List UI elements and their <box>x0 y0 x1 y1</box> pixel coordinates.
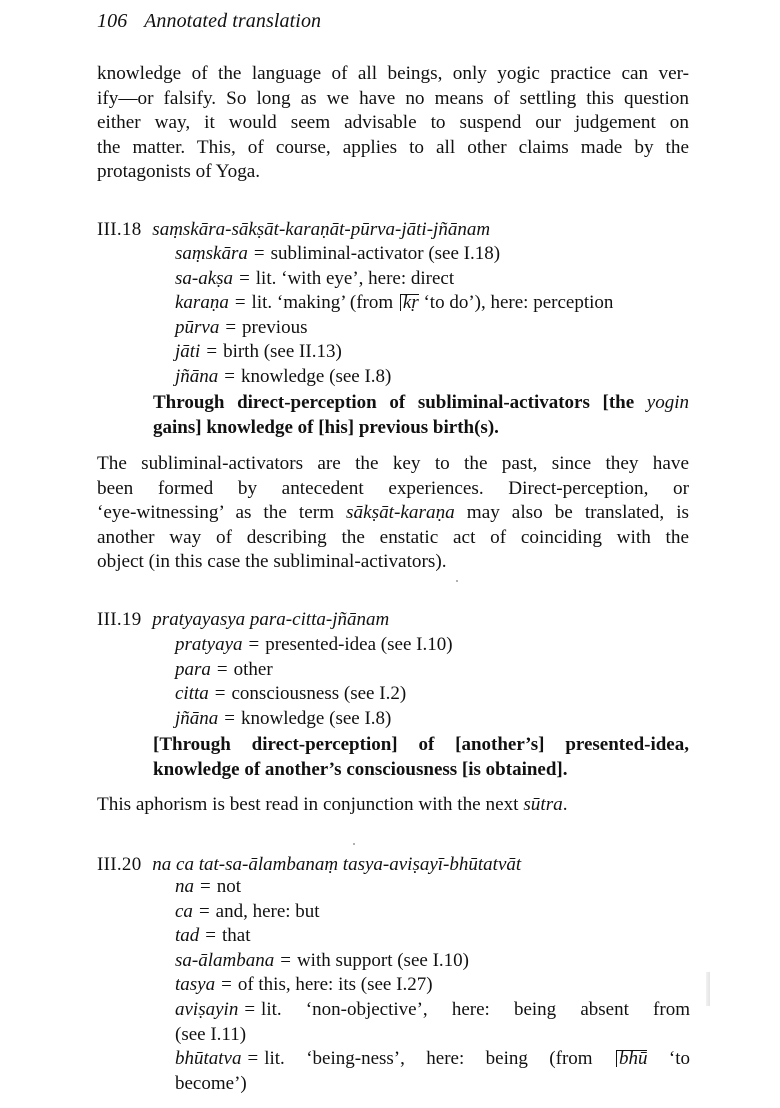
gloss-meaning: ‘to <box>647 1048 691 1070</box>
equals-sign: = <box>234 292 246 314</box>
text-line: knowledge of the language of all beings, only yogic practice can ver- <box>97 63 689 84</box>
intro-paragraph <box>97 62 689 185</box>
gloss-list-iii-20 <box>175 875 690 1096</box>
gloss-row <box>175 998 690 1023</box>
print-speck <box>456 580 458 582</box>
gloss-row <box>175 242 613 267</box>
gloss-row-continuation <box>175 1023 690 1048</box>
gloss-meaning: knowledge (see I.8) <box>241 707 392 729</box>
gloss-row <box>175 316 613 341</box>
equals-sign: = <box>253 243 265 264</box>
gloss-term: para <box>175 658 211 680</box>
gloss-row <box>175 267 613 292</box>
translation-line: knowledge of another’s consciousness [is obtained]. <box>153 759 568 780</box>
gloss-row <box>175 291 613 316</box>
gloss-row <box>175 973 690 998</box>
equals-sign: = <box>247 1048 259 1070</box>
gloss-term: jāti <box>175 341 201 363</box>
sutra-heading-iii-20 <box>97 853 521 877</box>
root-sign-icon: kṛ <box>400 294 419 311</box>
gloss-meaning: knowledge (see I.8) <box>241 365 392 387</box>
gloss-row <box>175 900 690 925</box>
text-line: the matter. This, of course, applies to all other claims made by the <box>97 136 689 158</box>
page-number: 106 <box>97 10 128 32</box>
sutra-number: III.19 <box>97 609 142 630</box>
text-line: another way of describing the enstatic act of coinciding with the <box>97 526 689 548</box>
translation-iii-18 <box>153 390 689 440</box>
text-line <box>97 501 689 526</box>
text-span: This aphorism is best read in conjunction with the next <box>97 794 524 815</box>
gloss-term: saṃskāra <box>175 243 248 264</box>
sutra-number: III.20 <box>97 854 142 875</box>
equals-sign: = <box>224 707 235 729</box>
sutra-sanskrit: saṃskāra-sākṣāt-karaṇāt-pūrva-jāti-jñānam <box>152 219 491 240</box>
equals-sign: = <box>280 949 291 971</box>
equals-sign: = <box>221 974 232 996</box>
gloss-row <box>175 924 690 949</box>
translation-italic: yogin <box>646 392 689 413</box>
sutra-sanskrit: pratyayasya para-citta-jñānam <box>152 609 390 630</box>
gloss-meaning: subliminal-activator (see I.18) <box>270 243 501 264</box>
text-line: object (in this case the subliminal-activators). <box>97 551 447 573</box>
gloss-meaning: consciousness (see I.2) <box>231 683 407 705</box>
text-line: either way, it would seem advisable to suspend our judgement on <box>97 112 689 134</box>
gloss-meaning: become’) <box>175 1072 247 1094</box>
text-line: protagonists of Yoga. <box>97 161 261 183</box>
gloss-row <box>175 658 453 683</box>
gloss-row <box>175 682 453 707</box>
gloss-term: sa-akṣa <box>175 267 234 289</box>
sutra-heading-iii-18 <box>97 218 490 242</box>
translation-text: Through direct-perception of subliminal-activators [the <box>153 392 647 413</box>
gloss-term: sa-ālambana <box>175 949 275 971</box>
equals-sign: = <box>206 341 218 363</box>
gloss-term: aviṣayin <box>175 998 239 1020</box>
gloss-term: citta <box>175 683 209 705</box>
root-sign-icon: bhū <box>616 1050 648 1067</box>
gloss-meaning: previous <box>242 316 308 338</box>
text-italic: sūtra <box>523 794 563 815</box>
equals-sign: = <box>225 316 237 338</box>
text-line: been formed by antecedent experiences. Direct-perception, or <box>97 477 689 499</box>
equals-sign: = <box>216 658 228 680</box>
gloss-meaning: lit. ‘being-ness’, here: being (from <box>264 1048 614 1070</box>
chapter-title: Annotated translation <box>144 10 322 32</box>
gloss-row <box>175 875 690 900</box>
gloss-meaning: birth (see II.13) <box>223 341 342 363</box>
gloss-term: bhūtatva <box>175 1048 242 1070</box>
translation-line: gains] knowledge of [his] previous birth(s). <box>153 417 499 438</box>
gloss-row <box>175 365 613 390</box>
text-span: ‘eye-witnessing’ as the term <box>97 502 347 524</box>
gloss-term: pratyaya <box>175 634 243 655</box>
gloss-meaning: other <box>233 658 273 680</box>
gloss-meaning: lit. ‘making’ (from <box>251 292 398 314</box>
gloss-row <box>175 340 613 365</box>
running-head <box>97 10 321 33</box>
gloss-list-iii-18 <box>175 242 613 390</box>
equals-sign: = <box>248 634 260 655</box>
gloss-meaning: (see I.11) <box>175 1023 247 1045</box>
text-italic: sākṣāt-karaṇa <box>346 502 455 524</box>
gloss-meaning: and, here: but <box>215 900 320 922</box>
gloss-row <box>175 1047 690 1072</box>
translation-line <box>153 390 689 415</box>
page-edge-shadow <box>706 972 710 1006</box>
gloss-term: na <box>175 876 194 897</box>
equals-sign: = <box>200 876 211 897</box>
gloss-row-continuation <box>175 1072 690 1097</box>
gloss-row <box>175 707 453 732</box>
gloss-term: ca <box>175 900 193 922</box>
gloss-meaning: not <box>216 876 241 897</box>
gloss-list-iii-19 <box>175 633 453 731</box>
text-line: ify—or falsify. So long as we have no means of settling this question <box>97 87 689 109</box>
equals-sign: = <box>224 365 235 387</box>
gloss-meaning: with support (see I.10) <box>296 949 469 971</box>
gloss-term: tasya <box>175 974 216 996</box>
commentary-iii-18 <box>97 452 689 575</box>
equals-sign: = <box>239 267 250 289</box>
sutra-number: III.18 <box>97 219 142 240</box>
gloss-meaning: ‘to do’), here: perception <box>418 292 614 314</box>
gloss-meaning: lit. ‘with eye’, here: direct <box>255 267 455 289</box>
gloss-term: tad <box>175 925 200 947</box>
gloss-term: jñāna <box>175 707 219 729</box>
sutra-sanskrit: na ca tat-sa-ālambanaṃ tasya-aviṣayī-bhūtatvāt <box>152 854 522 875</box>
gloss-meaning: presented-idea (see I.10) <box>265 634 453 655</box>
equals-sign: = <box>244 998 256 1020</box>
gloss-term: jñāna <box>175 365 219 387</box>
text-line: The subliminal-activators are the key to the past, since they have <box>97 453 689 474</box>
print-speck <box>353 843 355 845</box>
equals-sign: = <box>214 683 226 705</box>
sutra-heading-iii-19 <box>97 608 389 632</box>
equals-sign: = <box>198 900 210 922</box>
gloss-meaning: lit. ‘non-objective’, here: being absent from <box>261 998 690 1020</box>
gloss-meaning: of this, here: its (see I.27) <box>237 974 433 996</box>
translation-iii-19 <box>153 732 689 782</box>
gloss-term: karaṇa <box>175 292 229 314</box>
gloss-meaning: that <box>222 925 251 947</box>
text-span: . <box>562 794 568 815</box>
gloss-term: pūrva <box>175 316 220 338</box>
text-span: may also be translated, is <box>454 502 689 524</box>
equals-sign: = <box>205 925 216 947</box>
gloss-row <box>175 949 690 974</box>
translation-line: [Through direct-perception] of [another’s] presented-idea, <box>153 734 689 755</box>
gloss-row <box>175 633 453 658</box>
commentary-iii-19 <box>97 793 689 818</box>
